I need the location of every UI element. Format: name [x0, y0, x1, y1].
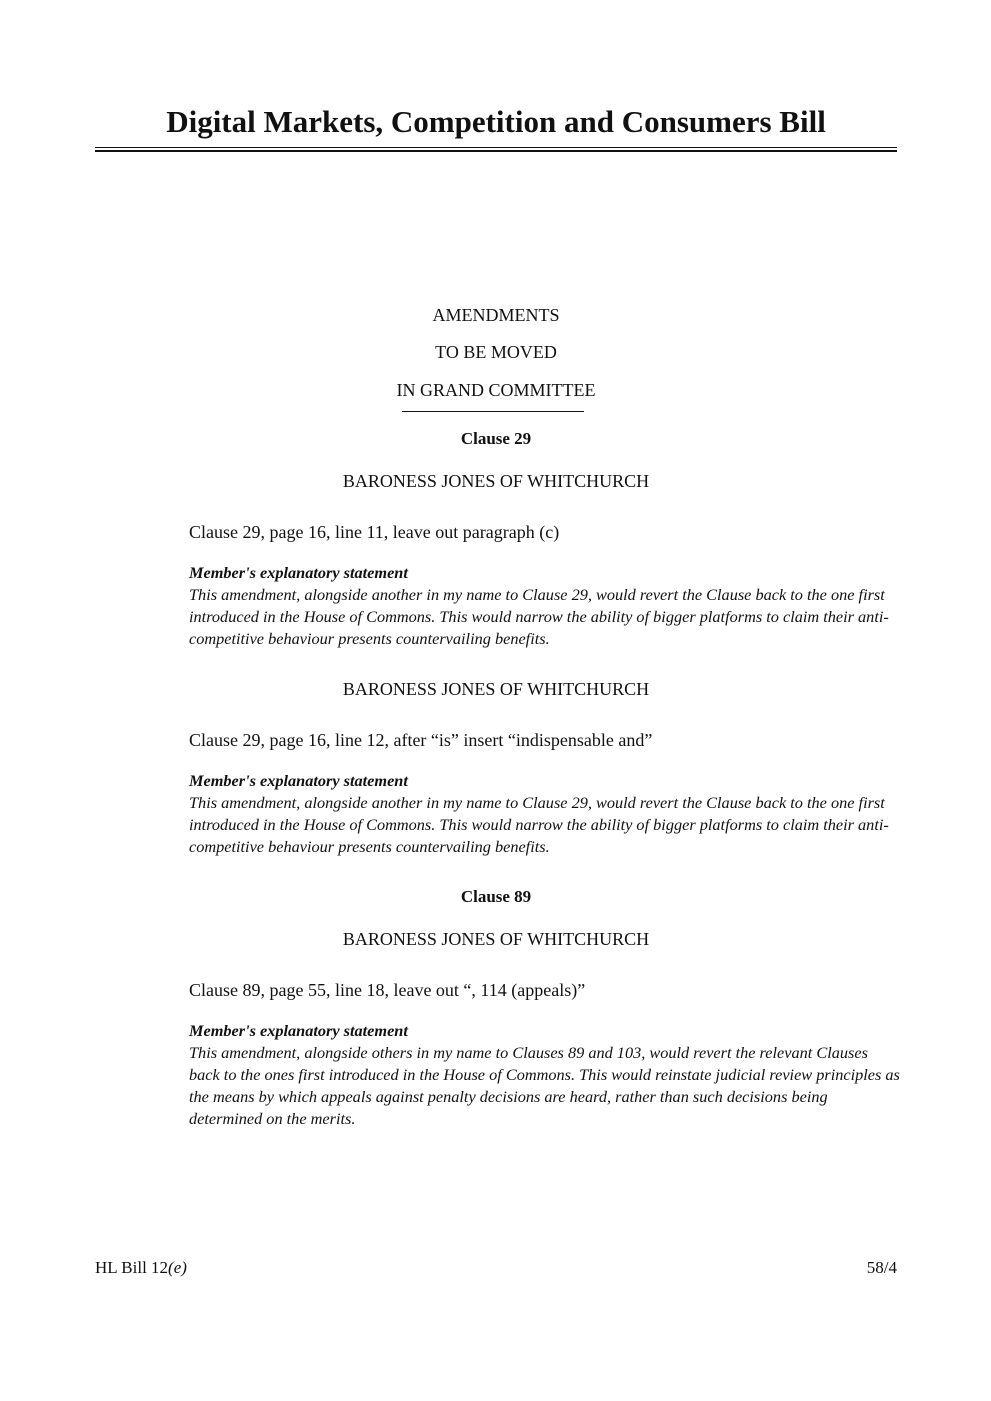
clause-heading: Clause 29 [460, 429, 532, 448]
statement-heading: Member's explanatory statement [189, 771, 408, 790]
explanatory-statement [189, 1020, 901, 1130]
title-rule [95, 147, 897, 148]
heading-line-3: IN GRAND COMMITTEE [396, 380, 596, 400]
explanatory-statement [189, 770, 901, 858]
page-number: 58/4 [866, 1258, 897, 1277]
statement-text: This amendment, alongside others in my name to Clauses 89 and 103, would revert the relevant Clauses back to the ones first introduced in the House of Commons. This would reinstate judicial review principles as the means by which appeals against penalty decisions are heard, rather than such decisions being determined on the merits. [189, 1043, 900, 1128]
explanatory-statement [189, 562, 901, 650]
amendment-text: Clause 89, page 55, line 18, leave out “, 114 (appeals)” [189, 980, 586, 1000]
statement-text: This amendment, alongside another in my name to Clause 29, would revert the Clause back to the one first introduced in the House of Commons. This would narrow the ability of bigger platforms to claim their anti-competitive behaviour presents countervailing benefits. [189, 585, 889, 648]
member-name: BARONESS JONES OF WHITCHURCH [342, 679, 650, 699]
amendment-text: Clause 29, page 16, line 12, after “is” insert “indispensable and” [189, 730, 653, 750]
heading-rule [402, 411, 584, 412]
statement-text: This amendment, alongside another in my name to Clause 29, would revert the Clause back to the one first introduced in the House of Commons. This would narrow the ability of bigger platforms to claim their anti-competitive behaviour presents countervailing benefits. [189, 793, 889, 856]
clause-heading: Clause 89 [460, 887, 532, 906]
member-name: BARONESS JONES OF WHITCHURCH [342, 929, 650, 949]
amendment-text: Clause 29, page 16, line 11, leave out paragraph (c) [189, 522, 560, 542]
bill-number [95, 1258, 187, 1278]
statement-heading: Member's explanatory statement [189, 563, 408, 582]
heading-line-1: AMENDMENTS [432, 305, 560, 325]
bill-number-text: HL Bill 12 [95, 1258, 169, 1277]
bill-suffix: (e) [168, 1258, 187, 1277]
document-title: Digital Markets, Competition and Consumers Bill [166, 104, 826, 139]
title-rule-thick [95, 150, 897, 152]
member-name: BARONESS JONES OF WHITCHURCH [342, 471, 650, 491]
heading-line-2: TO BE MOVED [435, 342, 557, 362]
statement-heading: Member's explanatory statement [189, 1021, 408, 1040]
